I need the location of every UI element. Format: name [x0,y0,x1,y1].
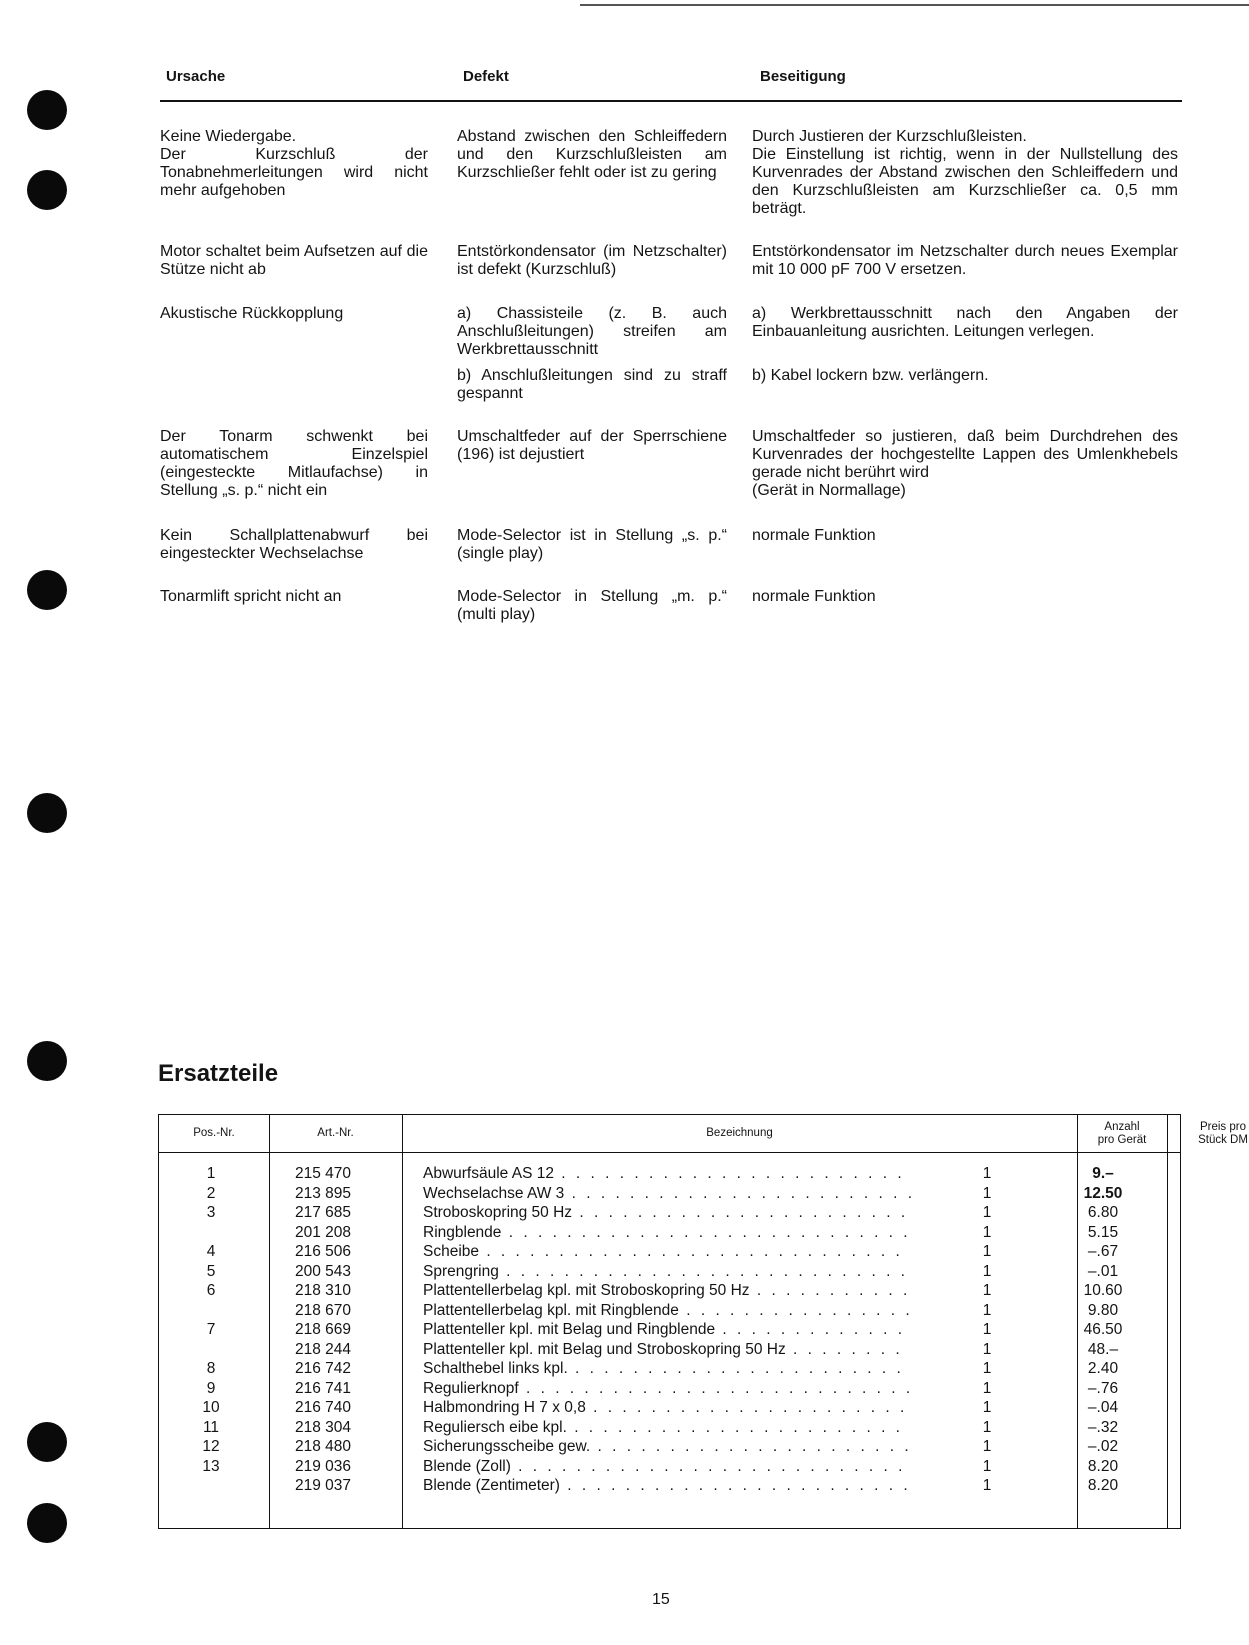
defect-cell [457,527,727,563]
parts-cell-name: Reguliersch eibe kpl. . . . [423,1419,911,1437]
parts-cell-name: Scheibe . . . [423,1243,911,1261]
parts-row [159,1380,1179,1400]
remedy-cell [752,588,1178,606]
remedy-cell [752,243,1178,279]
parts-table [158,1114,1248,1529]
remedy-cell [752,305,1178,385]
parts-cell-qty: 1 [982,1457,992,1475]
parts-cell-art: 218 304 [295,1418,352,1436]
cause-cell [160,527,428,563]
parts-cell-price: 2.40 [1087,1360,1119,1377]
parts-cell-art: 200 543 [295,1262,352,1280]
parts-row [159,1341,1179,1361]
parts-cell-qty: 1 [982,1418,992,1436]
parts-cell-qty: 1 [982,1165,992,1182]
parts-cell-qty: 1 [982,1321,992,1338]
parts-cell-qty: 1 [982,1184,992,1202]
scan-top-edge-line [580,4,1249,6]
col-header-pos: Pos.-Nr. [193,1127,235,1139]
parts-cell-price: 48.– [1087,1340,1119,1358]
parts-cell-name: Plattentellerbelag kpl. mit Ringblende . . . [423,1302,911,1320]
remedy-text: normale Funktion [752,527,876,544]
parts-cell-art: 219 036 [295,1457,352,1475]
parts-cell-name: Regulierknopf . . . [423,1380,911,1398]
parts-row [159,1243,1179,1263]
cause-text: Kein Schallplattenabwurf bei eingesteckter Wechselachse [160,527,428,562]
parts-cell-qty: 1 [982,1282,992,1299]
col-header-qty-line1: Anzahl [1104,1120,1140,1133]
parts-cell-qty: 1 [982,1243,992,1260]
header-cause: Ursache [166,68,226,85]
col-header-price-line1: Preis pro [1199,1120,1247,1133]
parts-cell-art: 218 244 [295,1340,352,1358]
cause-text: Der Tonarm schwenkt bei automatischem Einzelspiel (eingesteckte Mitlaufachse) in Stellung „s. p.“ nicht ein [160,428,428,499]
parts-cell-name: Blende (Zoll) . . . [423,1458,911,1476]
parts-cell-pos: 8 [206,1360,216,1377]
parts-cell-pos: 11 [202,1418,220,1436]
parts-cell-price: 9.80 [1087,1301,1119,1319]
parts-cell-pos: 1 [206,1165,216,1182]
parts-cell-name: Sprengring . . . [423,1263,911,1281]
parts-cell-art: 218 670 [295,1301,352,1319]
parts-cell-name: Plattenteller kpl. mit Belag und Ringblende . . . [423,1321,911,1339]
parts-cell-pos: 2 [206,1184,216,1202]
parts-cell-qty: 1 [982,1340,992,1358]
parts-cell-price: 9.– [1092,1165,1114,1182]
parts-cell-qty: 1 [982,1477,992,1494]
parts-cell-name: Stroboskopring 50 Hz . . . [423,1204,911,1222]
parts-cell-price: 46.50 [1083,1321,1123,1338]
parts-cell-pos: 7 [206,1321,216,1338]
parts-row [159,1263,1179,1283]
header-rule [160,100,1182,102]
cause-text: Tonarmlift spricht nicht an [160,588,342,605]
parts-cell-art: 216 506 [295,1243,352,1260]
defect-cell [457,428,727,464]
parts-cell-name: Abwurfsäule AS 12 . . . [423,1165,911,1183]
parts-cell-price: 12.50 [1083,1184,1123,1202]
col-header-price [1167,1115,1249,1152]
parts-row [159,1282,1179,1302]
parts-cell-pos: 5 [206,1262,216,1280]
parts-cell-pos: 13 [202,1457,220,1475]
parts-cell-price: –.01 [1087,1262,1119,1280]
parts-cell-name: Blende (Zentimeter) . . . [423,1477,911,1495]
binder-hole [27,1422,67,1462]
parts-cell-price: 6.80 [1087,1204,1119,1221]
parts-cell-price: –.02 [1087,1438,1119,1455]
parts-row [159,1302,1179,1322]
parts-row [159,1438,1179,1458]
parts-cell-price: 10.60 [1083,1282,1123,1299]
parts-cell-art: 218 310 [295,1282,352,1299]
remedy-text: normale Funktion [752,588,876,605]
parts-cell-price: –.32 [1087,1418,1119,1436]
parts-row [159,1360,1179,1380]
parts-row [159,1224,1179,1244]
parts-cell-name: Halbmondring H 7 x 0,8 . . . [423,1399,911,1417]
parts-cell-pos: 6 [206,1282,216,1299]
defect-text: Umschaltfeder auf der Sperrschiene (196) ist dejustiert [457,428,727,463]
cause-cell [160,128,428,200]
cause-text: Keine Wiedergabe. [160,128,297,145]
defect-text: Mode-Selector ist in Stellung „s. p.“ (single play) [457,527,727,562]
col-header-name: Bezeichnung [706,1127,773,1139]
header-remedy: Beseitigung [760,68,846,85]
col-header-price-line2: Stück DM [1198,1133,1248,1146]
parts-row [159,1477,1179,1497]
parts-cell-name: Wechselachse AW 3 . . . [423,1185,911,1203]
defect-cell [457,588,727,624]
remedy-text: b) Kabel lockern bzw. verlängern. [752,367,989,384]
troubleshooting-header [160,68,1180,88]
defect-cell [457,128,727,182]
parts-cell-qty: 1 [982,1223,992,1241]
remedy-text: a) Werkbrettausschnitt nach den Angaben der Einbauanleitung ausrichten. Leitungen verlegen. [752,305,1178,340]
parts-row [159,1185,1179,1205]
cause-cell [160,428,428,500]
parts-cell-art: 218 669 [295,1321,352,1338]
page-number: 15 [652,1591,670,1608]
parts-cell-pos: 3 [206,1204,216,1221]
cause-text: Der Kurzschluß der Tonabnehmerleitungen wird nicht mehr aufgehoben [160,146,428,199]
binder-hole [27,90,67,130]
parts-cell-qty: 1 [982,1399,992,1416]
binder-hole [27,170,67,210]
parts-cell-art: 215 470 [295,1165,352,1182]
parts-cell-qty: 1 [982,1262,992,1280]
parts-row [159,1419,1179,1439]
remedy-text: Umschaltfeder so justieren, daß beim Durchdrehen des Kurvenrades der hochgestellte Lappen des Umlenkhebels gerade nicht berührt wird [752,428,1178,481]
remedy-cell [752,527,1178,545]
col-header-qty [1077,1115,1167,1152]
cause-cell [160,588,428,606]
parts-cell-art: 216 742 [295,1360,352,1377]
parts-row [159,1204,1179,1224]
parts-cell-art: 217 685 [295,1204,352,1221]
parts-title: Ersatzteile [158,1060,279,1087]
cause-cell [160,305,428,323]
defect-text: Entstörkondensator (im Netzschalter) ist defekt (Kurzschluß) [457,243,727,278]
parts-cell-name: Plattenteller kpl. mit Belag und Stroboskopring 50 Hz . . . [423,1341,911,1359]
parts-cell-name: Ringblende . . . [423,1224,911,1242]
header-defect: Defekt [463,68,509,85]
defect-text: b) Anschlußleitungen sind zu straff gespannt [457,367,727,402]
parts-cell-pos: 9 [206,1379,216,1397]
col-header-qty-line2: pro Gerät [1097,1133,1147,1146]
parts-cell-qty: 1 [982,1301,992,1319]
parts-cell-art: 201 208 [295,1223,352,1241]
parts-cell-price: –.76 [1087,1379,1119,1397]
parts-cell-art: 216 741 [295,1379,352,1397]
defect-text: Mode-Selector in Stellung „m. p.“ (multi play) [457,588,727,623]
parts-cell-name: Plattentellerbelag kpl. mit Stroboskopring 50 Hz . . . [423,1282,911,1300]
remedy-cell [752,428,1178,500]
parts-cell-art: 218 480 [295,1438,352,1455]
parts-cell-art: 219 037 [295,1477,352,1494]
cause-cell [160,243,428,279]
parts-row [159,1321,1179,1341]
parts-row [159,1165,1179,1185]
binder-hole [27,570,67,610]
header-divider [159,1152,1180,1153]
parts-cell-price: 8.20 [1087,1457,1119,1475]
remedy-cell [752,128,1178,218]
col-header-art: Art.-Nr. [317,1127,354,1139]
parts-cell-price: 8.20 [1087,1477,1119,1494]
defect-cell [457,243,727,279]
remedy-text: Die Einstellung ist richtig, wenn in der Nullstellung des Kurvenrades der Abstand zwischen den Schleiffedern und den Kurzschlußleisten am Kurzschließer ca. 0,5 mm beträgt. [752,146,1178,217]
remedy-text: Durch Justieren der Kurzschlußleisten. [752,128,1027,145]
parts-cell-qty: 1 [982,1360,992,1377]
cause-text: Akustische Rückkopplung [160,305,344,322]
parts-cell-qty: 1 [982,1438,992,1455]
parts-cell-pos: 4 [206,1243,216,1260]
parts-cell-qty: 1 [982,1204,992,1221]
binder-hole [27,1503,67,1543]
parts-cell-price: 5.15 [1087,1223,1119,1241]
parts-cell-art: 216 740 [295,1399,352,1416]
remedy-text: Entstörkondensator im Netzschalter durch neues Exemplar mit 10 000 pF 700 V ersetzen. [752,243,1178,278]
parts-cell-pos: 12 [202,1438,220,1455]
parts-cell-art: 213 895 [295,1184,352,1202]
binder-hole [27,793,67,833]
parts-cell-name: Schalthebel links kpl. . . . [423,1360,911,1378]
parts-cell-name: Sicherungsscheibe gew. . . . [423,1438,911,1456]
defect-cell [457,305,727,403]
parts-cell-pos: 10 [202,1399,220,1416]
parts-cell-price: –.04 [1087,1399,1119,1416]
parts-row [159,1458,1179,1478]
parts-cell-qty: 1 [982,1379,992,1397]
parts-cell-price: –.67 [1087,1243,1119,1260]
parts-row [159,1399,1179,1419]
binder-hole [27,1041,67,1081]
remedy-text: (Gerät in Normallage) [752,482,906,499]
defect-text: Abstand zwischen den Schleiffedern und den Kurzschlußleisten am Kurzschließer fehlt oder ist zu gering [457,128,727,181]
defect-text: a) Chassisteile (z. B. auch Anschlußleitungen) streifen am Werkbrettausschnitt [457,305,727,358]
cause-text: Motor schaltet beim Aufsetzen auf die Stütze nicht ab [160,243,428,278]
